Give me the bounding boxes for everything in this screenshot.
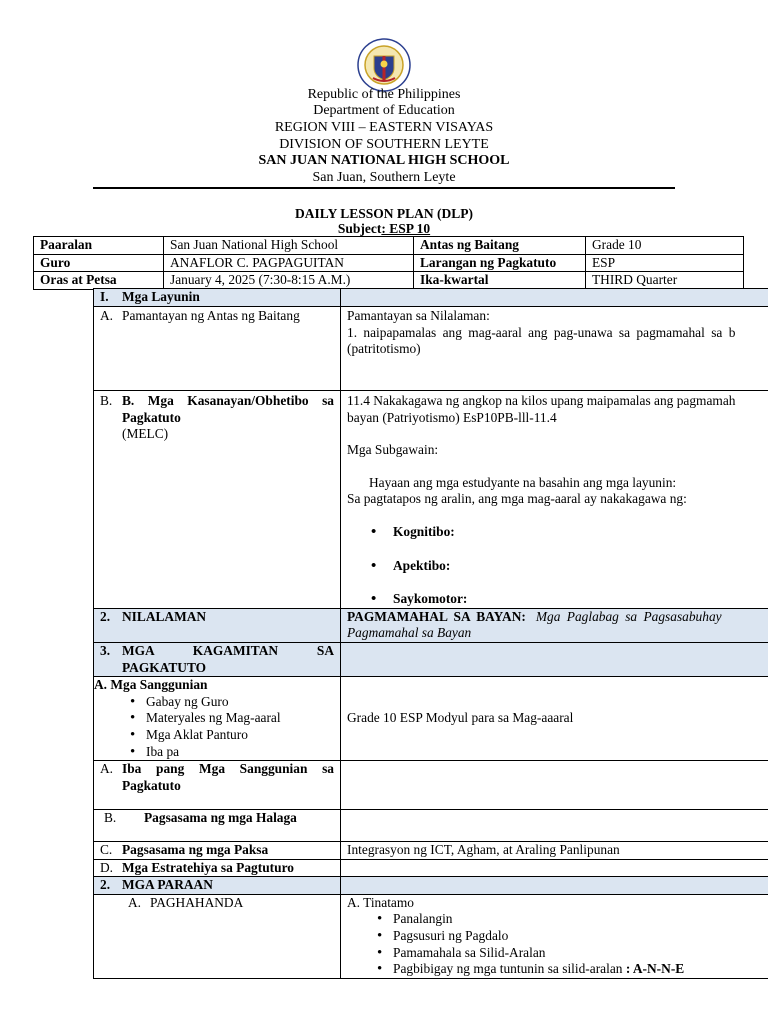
value-paksa: Integrasyon ng ICT, Agham, at Araling Panlipunan <box>341 842 768 860</box>
info-label-antas: Antas ng Baitang <box>414 237 586 255</box>
row-iba-pang-sanggunian <box>94 761 768 810</box>
header-line-region: REGION VIII – EASTERN VISAYAS <box>274 120 494 135</box>
section-row-kagamitan <box>94 642 768 676</box>
section-title-kagamitan <box>94 642 341 676</box>
item-label: Iba pang Mga Sanggunian sa Pagkatuto <box>122 761 334 793</box>
section-title-paraan <box>94 877 341 895</box>
text-line: (patritotismo) <box>347 341 421 357</box>
section-row-nilalaman <box>94 608 768 642</box>
section-number: I. <box>100 289 109 304</box>
topic-subtitle-cont: Pagmamahal sa Bayan <box>347 625 472 641</box>
header-line-republic: Republic of the Philippines <box>307 87 461 102</box>
list-item: • Panalangin <box>393 911 768 928</box>
value-pamantayan <box>341 307 768 391</box>
info-label-larangan: Larangan ng Pagkatuto <box>414 254 586 272</box>
header-rule <box>93 187 675 189</box>
sanggunian-title: A. Mga Sanggunian <box>94 677 208 693</box>
empty-cell <box>341 761 768 810</box>
item-label: B. Mga Kasanayan/Obhetibo sa Pagkatuto <box>122 393 334 425</box>
label-pamantayan <box>94 307 341 391</box>
empty-cell <box>341 642 768 676</box>
section-title: MGA KAGAMITAN SA PAGKATUTO <box>122 642 334 675</box>
text-line: Sa pagtatapos ng aralin, ang mga mag-aaral ay nakakagawa ng: <box>347 491 687 507</box>
info-row <box>34 254 744 272</box>
item-letter: B. <box>100 393 113 408</box>
info-label-guro: Guro <box>34 254 164 272</box>
item-label: PAGHAHANDA <box>150 894 244 910</box>
text-line: bayan (Patriyotismo) EsP10PB-lll-11.4 <box>347 409 557 425</box>
item-letter: A. <box>128 894 142 910</box>
empty-cell <box>341 810 768 842</box>
list-item-text: Pagbibigay ng mga tuntunin sa silid-aralan <box>393 961 623 977</box>
tinatamo-title: A. Tinatamo <box>347 894 414 910</box>
info-row <box>34 272 744 290</box>
list-item: • Pagsusuri ng Pagdalo <box>393 928 768 945</box>
row-paksa <box>94 842 768 860</box>
info-table <box>33 236 744 290</box>
info-value-guro: ANAFLOR C. PAGPAGUITAN <box>164 254 414 272</box>
value-kasanayan <box>341 391 768 609</box>
section-title: MGA PARAAN <box>122 877 213 893</box>
text-line: Hayaan ang mga estudyante na basahin ang mga layunin: <box>369 474 677 490</box>
domain-saykomotor: • Saykomotor: <box>393 591 768 608</box>
info-value-paaralan: San Juan National High School <box>164 237 414 255</box>
deped-seal-logo <box>357 38 411 92</box>
topic-heading: PAGMAMAHAL SA BAYAN: <box>347 608 526 624</box>
header-line-division: DIVISION OF SOUTHERN LEYTE <box>279 137 489 152</box>
info-value-antas: Grade 10 <box>586 237 744 255</box>
section-number: 3. <box>100 642 111 658</box>
header-line-address: San Juan, Southern Leyte <box>312 170 456 185</box>
info-row <box>34 237 744 255</box>
document-title: DAILY LESSON PLAN (DLP) <box>295 206 473 221</box>
list-item <box>393 961 768 978</box>
empty-cell <box>341 859 768 877</box>
label-paksa <box>94 842 341 860</box>
lesson-table <box>93 288 768 979</box>
text-line: Pamantayan sa Nilalaman: <box>347 308 490 323</box>
domain-kognitibo: • Kognitibo: <box>393 524 768 541</box>
subject-value: : ESP 10 <box>381 221 431 236</box>
section-title-layunin <box>94 289 341 307</box>
item-label: Mga Estratehiya sa Pagtuturo <box>122 859 294 875</box>
list-item: • Materyales ng Mag-aaral <box>146 710 334 727</box>
label-halaga <box>94 810 341 842</box>
melc-note: (MELC) <box>122 426 169 442</box>
text-line: 11.4 Nakakagawa ng angkop na kilos upang maipamalas ang pagmamah <box>347 393 736 408</box>
info-label-oras: Oras at Petsa <box>34 272 164 290</box>
value-nilalaman <box>341 608 768 642</box>
section-number: 2. <box>100 608 111 624</box>
info-label-paaralan: Paaralan <box>34 237 164 255</box>
subject-label: Subject <box>337 221 382 236</box>
topic-subtitle: Mga Paglabag sa Pagsasabuhay <box>535 608 722 624</box>
item-letter: A. <box>100 308 114 323</box>
label-iba-pang-sanggunian <box>94 761 341 810</box>
section-title-nilalaman <box>94 608 341 642</box>
list-item: • Iba pa <box>146 744 334 761</box>
header-line-school: SAN JUAN NATIONAL HIGH SCHOOL <box>258 153 510 168</box>
acronym-anne: : A-N-N-E <box>622 961 685 977</box>
section-row-paraan <box>94 877 768 895</box>
text-line: Mga Subgawain: <box>347 442 439 458</box>
text-line: 1. naipapamalas ang mag-aaral ang pag-unawa sa pagmamahal sa b <box>347 324 736 340</box>
info-value-kwartal: THIRD Quarter <box>586 272 744 290</box>
item-letter: D. <box>100 859 114 875</box>
info-label-kwartal: Ika-kwartal <box>414 272 586 290</box>
label-kasanayan <box>94 391 341 609</box>
info-value-oras: January 4, 2025 (7:30-8:15 A.M.) <box>164 272 414 290</box>
row-estratehiya <box>94 859 768 877</box>
item-letter: B. <box>104 810 117 826</box>
list-item: • Mga Aklat Panturo <box>146 727 334 744</box>
row-kasanayan <box>94 391 768 609</box>
item-letter: A. <box>100 761 114 777</box>
item-letter: C. <box>100 842 113 858</box>
empty-cell <box>341 877 768 895</box>
header-line-department: Department of Education <box>313 103 455 118</box>
section-title: NILALAMAN <box>122 608 207 624</box>
empty-cell <box>341 289 768 307</box>
row-sanggunian <box>94 677 768 761</box>
section-title: Mga Layunin <box>122 289 200 304</box>
section-number: 2. <box>100 877 111 893</box>
value-sanggunian: Grade 10 ESP Modyul para sa Mag-aaaral <box>341 677 768 761</box>
value-paghahanda <box>341 894 768 978</box>
row-halaga <box>94 810 768 842</box>
label-paghahanda <box>94 894 341 978</box>
row-pamantayan <box>94 307 768 391</box>
label-sanggunian <box>94 677 341 761</box>
list-item: • Pamamahala sa Silid-Aralan <box>393 945 768 962</box>
section-row-layunin <box>94 289 768 307</box>
domain-apektibo: • Apektibo: <box>393 558 768 575</box>
subject-line <box>0 221 768 237</box>
item-label: Pagsasama ng mga Halaga <box>144 810 297 826</box>
item-label: Pamantayan ng Antas ng Baitang <box>122 308 300 323</box>
list-item: • Gabay ng Guro <box>146 694 334 711</box>
row-paghahanda <box>94 894 768 978</box>
item-label: Pagsasama ng mga Paksa <box>122 842 269 858</box>
info-value-larangan: ESP <box>586 254 744 272</box>
label-estratehiya <box>94 859 341 877</box>
